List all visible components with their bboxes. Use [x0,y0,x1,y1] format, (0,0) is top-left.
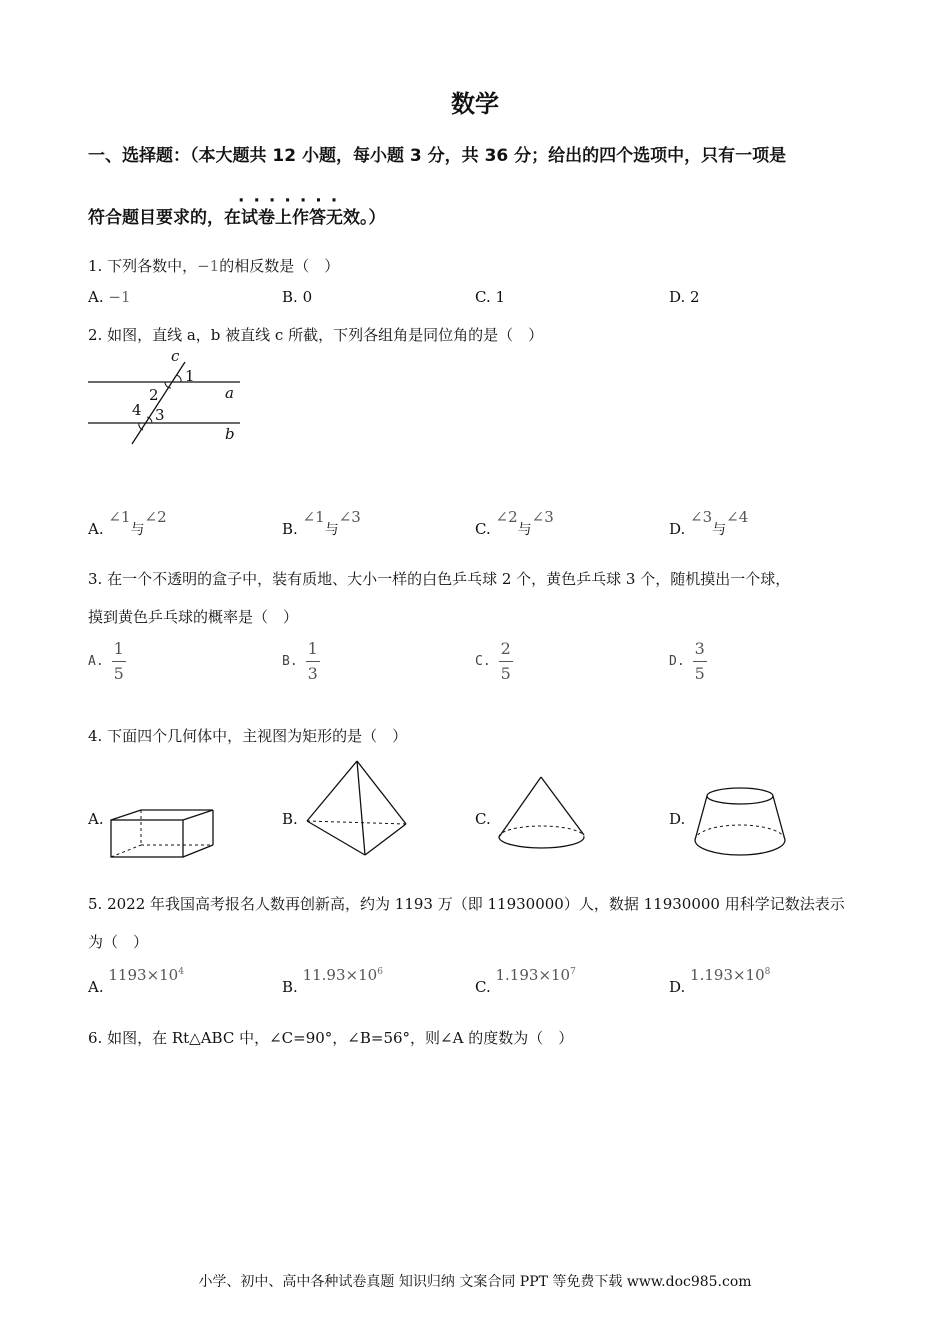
label-angle-2: 2 [149,386,159,404]
section-heading-line1: 一、选择题：（本大题共 12 小题，每小题 3 分，共 36 分；给出的四个选项中，只有一项是 [88,146,787,166]
label-line-c: c [171,347,180,365]
q2-option-c[interactable]: C. ∠2与∠3 [475,508,554,538]
q3-option-c[interactable]: C. $\frac{2}{5}$ [475,639,511,683]
q5-option-a[interactable]: A. $1193\times 10^4$ [88,966,184,996]
q4-cuboid-figure[interactable] [108,810,218,860]
q5-option-c[interactable]: C. $1.193\times 10^7$ [475,966,576,996]
question-3-stem-line1: 3. 在一个不透明的盒子中，装有质地、大小一样的白色乒乓球 2 个，黄色乒乓球 3 个，随机摸出一个球， [88,570,791,588]
page-footer: 小学、初中、高中各种试卷真题 知识归纳 文案合同 PPT 等免费下载 www.doc985.com [198,1274,752,1290]
question-3-stem-line2: 摸到黄色乒乓球的概率是（ ） [88,608,299,626]
q1-option-c[interactable]: C. 1 [475,288,506,306]
question-6-stem: 6. 如图，在 Rt△ABC 中，∠C=90°，∠B=56°，则∠A 的度数为（ ） [88,1029,574,1047]
q1-option-d[interactable]: D. 2 [669,288,700,306]
q4-frustum-figure[interactable] [692,784,788,860]
question-1-stem: 1. 下列各数中，−1的相反数是（ ） [88,257,340,275]
q5-option-d[interactable]: D. $1.193\times 10^8$ [669,966,771,996]
q2-option-d[interactable]: D. ∠3与∠4 [669,508,749,538]
question-5-stem-line2: 为（ ） [88,933,149,951]
label-angle-4: 4 [132,401,142,419]
emphasis-dots: ······· [238,191,347,211]
section-heading-line2: 符合题目要求的，在试卷上作答无效。） [88,208,386,228]
label-line-a: a [225,384,234,402]
q4-option-b-label[interactable]: B. [282,810,298,828]
q5-option-b[interactable]: B. $11.93\times 10^6$ [282,966,383,996]
q4-pyramid-figure[interactable] [304,758,410,858]
q4-cone-figure[interactable] [496,775,588,855]
q2-option-b[interactable]: B. ∠1与∠3 [282,508,361,538]
q2-parallel-lines-figure [85,348,255,448]
q3-option-d[interactable]: D. $\frac{3}{5}$ [669,639,705,683]
q1-option-a[interactable]: A. −1 [88,288,131,306]
q1-option-b[interactable]: B. 0 [282,288,313,306]
q3-option-a[interactable]: A. $\frac{1}{5}$ [88,639,124,683]
label-angle-1: 1 [185,367,195,385]
q2-option-a[interactable]: A. ∠1与∠2 [88,508,167,538]
label-angle-3: 3 [155,406,165,424]
q4-option-d-label[interactable]: D. [669,810,686,828]
q4-option-c-label[interactable]: C. [475,810,491,828]
q3-option-b[interactable]: B. $\frac{1}{3}$ [282,639,318,683]
page-title: 数学 [451,90,499,118]
label-line-b: b [225,425,235,443]
q4-option-a-label[interactable]: A. [88,810,104,828]
emphasis-text: 在试卷上作答无效 [224,208,360,228]
question-4-stem: 4. 下面四个几何体中，主视图为矩形的是（ ） [88,727,408,745]
question-2-stem: 2. 如图，直线 a，b 被直线 c 所截，下列各组角是同位角的是（ ） [88,326,544,344]
question-5-stem-line1: 5. 2022 年我国高考报名人数再创新高，约为 1193 万（即 11930000）人，数据 11930000 用科学记数法表示 [88,895,845,913]
